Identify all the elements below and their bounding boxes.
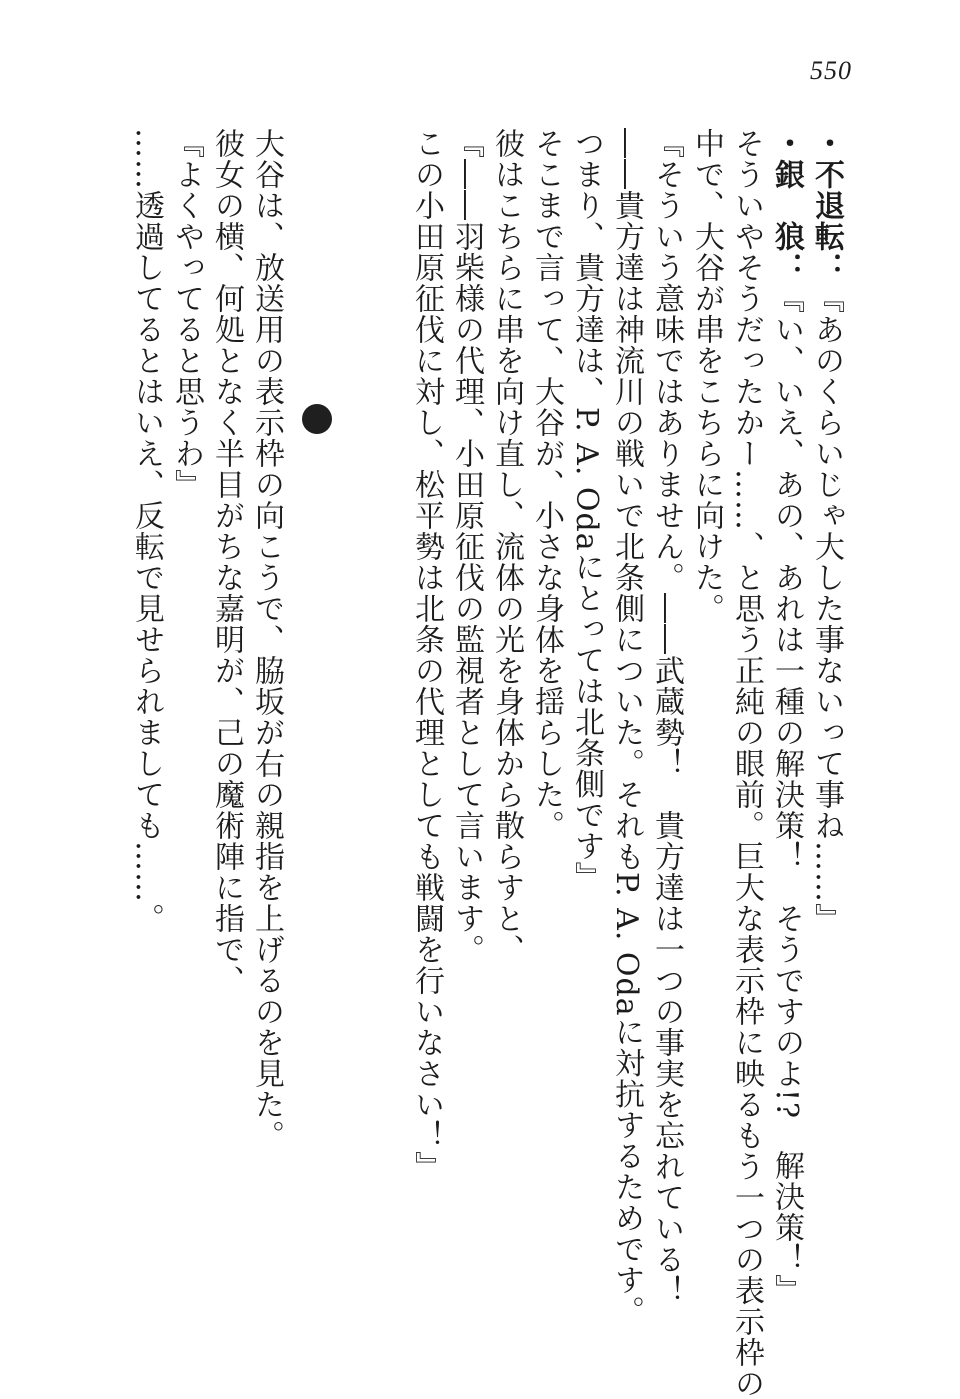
speaker-label: ・銀 狼： — [769, 128, 804, 283]
text-line-14 — [206, 128, 246, 1328]
dialogue-text: 『あのくらいじゃ大した事ないって事ね……』 — [809, 283, 844, 934]
text-line-6 — [606, 128, 646, 1328]
narration-text: そういやそうだったかー……、と思う正純の眼前。巨大な表示枠に映るもう一つの表示枠の — [729, 128, 764, 1399]
text-line-13 — [246, 128, 286, 1328]
text-line-2 — [766, 128, 806, 1328]
text-line-4 — [686, 128, 726, 1328]
dialogue-text: 『――羽柴様の代理、小田原征伐の監視者として言います。 — [449, 128, 484, 965]
dialogue-text: 『そういう意味ではありません。――武蔵勢！ 貴方達は一つの事実を忘れている！ — [649, 128, 684, 1306]
text-line-16 — [126, 128, 166, 1328]
narration-text: 大谷は、放送用の表示枠の向こうで、脇坂が右の親指を上げるのを見た。 — [249, 128, 284, 1151]
text-line-1 — [806, 128, 846, 1328]
narration-text: 中で、大谷が串をこちらに向けた。 — [689, 128, 724, 624]
dialogue-text: つまり、貴方達は、P. A. Odaにとっては北条側です』 — [569, 128, 604, 893]
dialogue-text: 『い、いえ、あの、あれは一種の解決策！ そうですのよ!? 解決策！』 — [769, 283, 804, 1306]
dialogue-text: ――貴方達は神流川の戦いで北条側についた。それもP. A. Odaに対抗するためです。 — [609, 128, 644, 1327]
narration-text: 彼女の横、何処となく半目がちな嘉明が、己の魔術陣に指で、 — [209, 128, 244, 996]
text-line-15 — [166, 128, 206, 1328]
text-line-8 — [526, 128, 566, 1328]
text-line-10 — [446, 128, 486, 1328]
dialogue-text: 『よくやってると思うわ』 — [169, 128, 204, 500]
narration-text: 彼はこちらに串を向け直し、流体の光を身体から散らすと、 — [489, 128, 524, 965]
text-line-9 — [486, 128, 526, 1328]
text-line-3 — [726, 128, 766, 1399]
scene-break-mark — [302, 404, 332, 434]
text-line-5 — [646, 128, 686, 1328]
narration-text: ……透過してるとはいえ、反転で見せられましても……。 — [129, 128, 164, 934]
text-line-11 — [406, 128, 446, 1328]
narration-text: そこまで言って、大谷が、小さな身体を揺らした。 — [529, 128, 564, 841]
speaker-label: ・不退転： — [809, 128, 844, 283]
page-number: 550 — [810, 56, 852, 85]
dialogue-text: この小田原征伐に対し、松平勢は北条の代理としても戦闘を行いなさい！』 — [409, 128, 444, 1182]
text-line-7 — [566, 128, 606, 1328]
